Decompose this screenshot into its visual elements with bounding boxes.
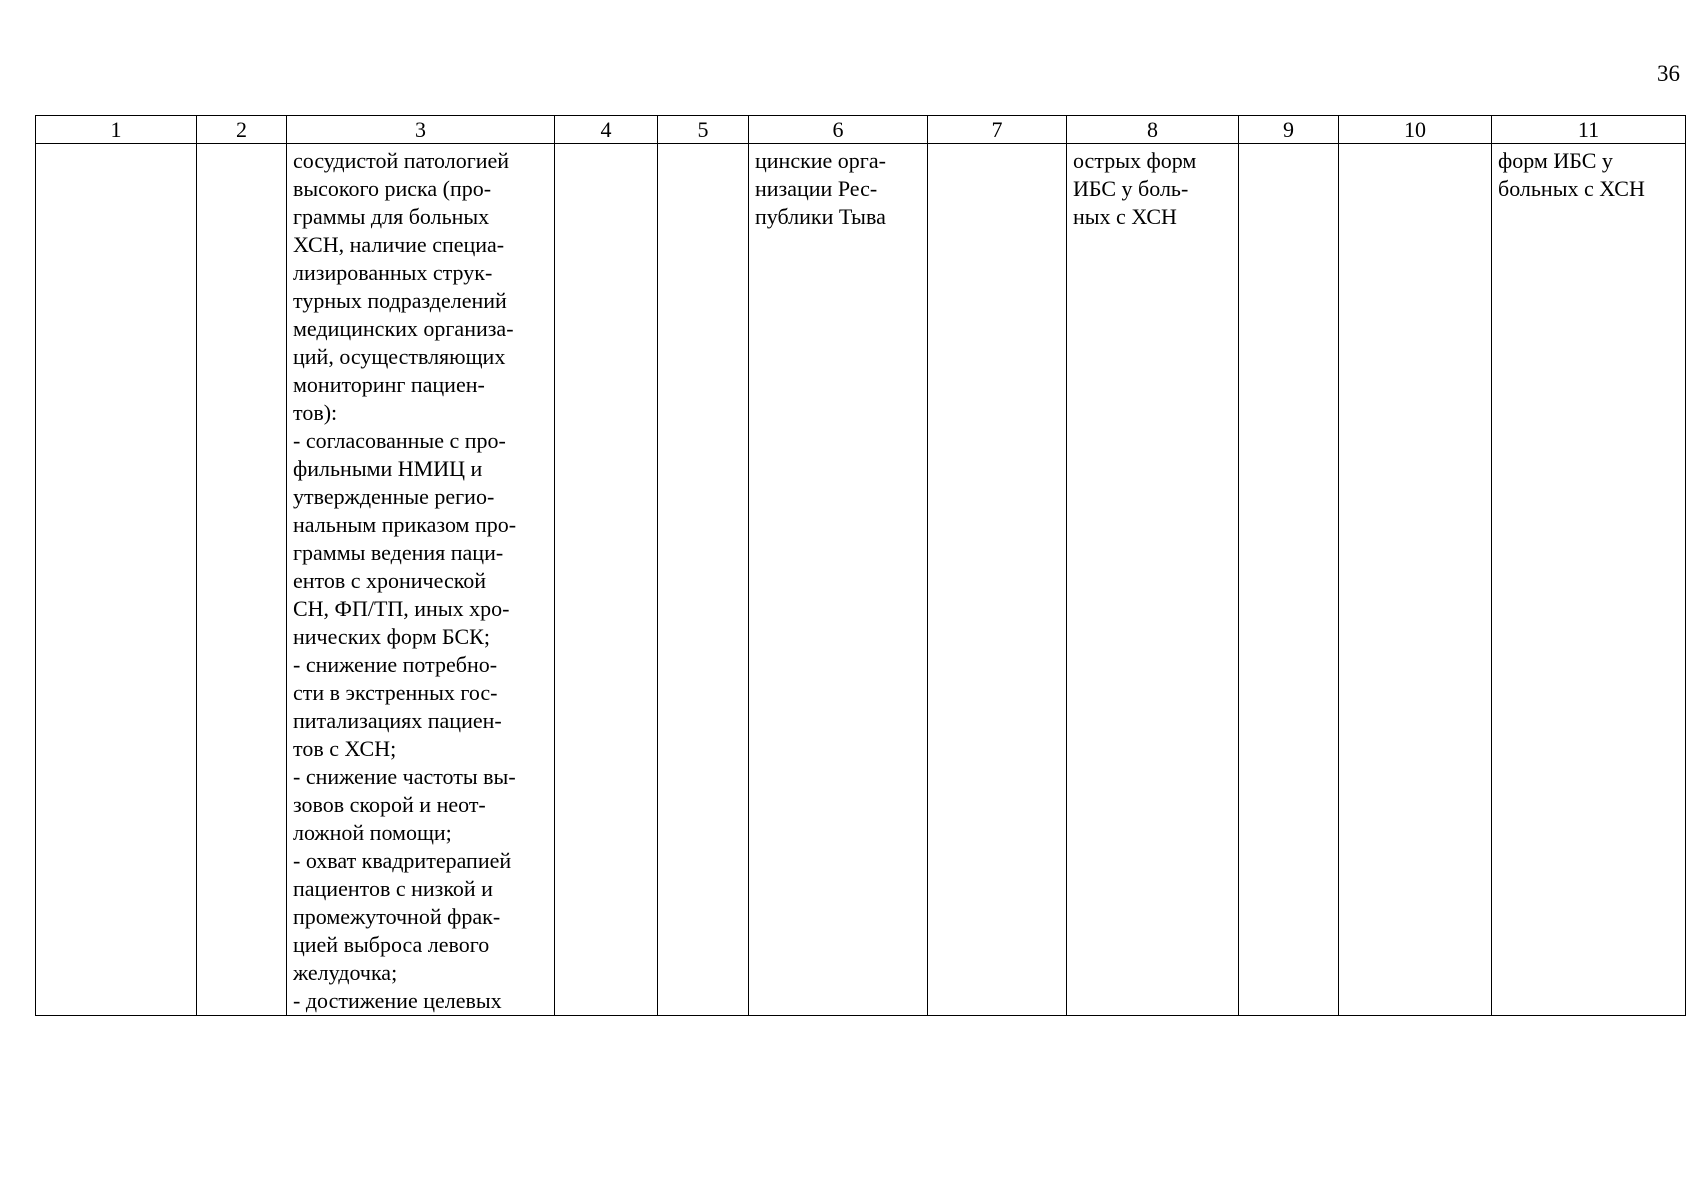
header-row (36, 116, 1686, 144)
header-col-7: 7 (928, 116, 1067, 144)
header-col-3: 3 (287, 116, 555, 144)
header-col-8: 8 (1067, 116, 1239, 144)
cell-col-8: острых форм ИБС у боль- ных с ХСН (1067, 144, 1239, 1016)
table-row (36, 144, 1686, 1016)
data-table (35, 115, 1686, 1016)
header-col-6: 6 (749, 116, 928, 144)
page-number: 36 (1657, 61, 1680, 86)
header-col-5: 5 (658, 116, 749, 144)
header-col-11: 11 (1492, 116, 1686, 144)
cell-col-11: форм ИБС у больных с ХСН (1492, 144, 1686, 1016)
cell-col-10 (1339, 144, 1492, 1016)
cell-col-6: цинские орга- низации Рес- публики Тыва (749, 144, 928, 1016)
header-col-9: 9 (1239, 116, 1339, 144)
cell-col-4 (555, 144, 658, 1016)
cell-col-9 (1239, 144, 1339, 1016)
header-col-10: 10 (1339, 116, 1492, 144)
header-col-2: 2 (197, 116, 287, 144)
header-col-4: 4 (555, 116, 658, 144)
cell-col-7 (928, 144, 1067, 1016)
header-col-1: 1 (36, 116, 197, 144)
cell-col-3: сосудистой патологией высокого риска (про- граммы для больных ХСН, наличие специа- лизированных струк- турных подразделений медицинских организа- ций, осуществляющих мониторинг пациен- тов): - согласованные с про- фильными НМИЦ и утвержденные регио- нальным приказом про- граммы ведения паци- ентов с хронической СН, ФП/ТП, иных хро- нических форм БСК; - снижение потребно- сти в экстренных гос- питализациях пациен- тов с ХСН; - снижение частоты вы- зовов скорой и неот- ложной помощи; - охват квадритерапией пациентов с низкой и промежуточной фрак- цией выброса левого желудочка; - достижение целевых (287, 144, 555, 1016)
cell-col-2 (197, 144, 287, 1016)
cell-col-1 (36, 144, 197, 1016)
cell-col-5 (658, 144, 749, 1016)
